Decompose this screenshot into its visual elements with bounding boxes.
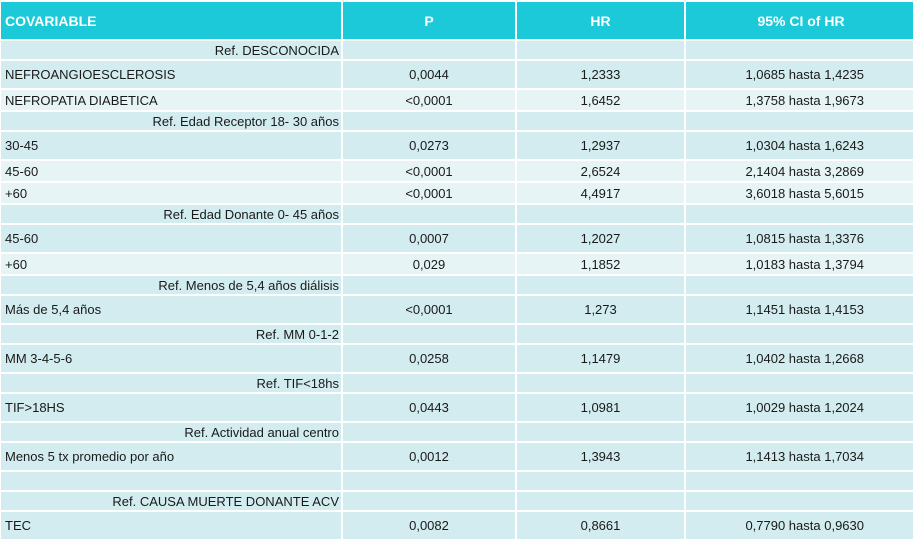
- empty-cell: [517, 472, 684, 490]
- p-cell: [343, 492, 515, 510]
- p-value-cell: <0,0001: [343, 296, 515, 323]
- covariable-cell: +60: [1, 183, 341, 203]
- reference-label: Ref. Edad Receptor 18- 30 años: [1, 112, 341, 130]
- table-row: [1, 394, 913, 421]
- ci-cell: [686, 374, 913, 392]
- table-row: [1, 254, 913, 274]
- p-cell: [343, 325, 515, 343]
- p-value-cell: 0,0082: [343, 512, 515, 539]
- p-cell: [343, 276, 515, 294]
- p-value-cell: 0,0007: [343, 225, 515, 252]
- hr-cell: [517, 112, 684, 130]
- table-row: [1, 512, 913, 539]
- reference-row: [1, 276, 913, 294]
- confidence-interval-cell: 1,1413 hasta 1,7034: [686, 443, 913, 470]
- reference-label: Ref. CAUSA MUERTE DONANTE ACV: [1, 492, 341, 510]
- empty-cell: [686, 472, 913, 490]
- table-row: [1, 61, 913, 88]
- reference-row: [1, 205, 913, 223]
- covariable-cell: 45-60: [1, 161, 341, 181]
- reference-label: Ref. Actividad anual centro: [1, 423, 341, 441]
- covariable-cell: NEFROPATIA DIABETICA: [1, 90, 341, 110]
- covariable-cell: Más de 5,4 años: [1, 296, 341, 323]
- p-value-cell: 0,0044: [343, 61, 515, 88]
- confidence-interval-cell: 0,7790 hasta 0,9630: [686, 512, 913, 539]
- table-row: [1, 296, 913, 323]
- confidence-interval-cell: 1,3758 hasta 1,9673: [686, 90, 913, 110]
- covariable-cell: 45-60: [1, 225, 341, 252]
- header-row: [1, 2, 913, 39]
- hazard-ratio-cell: 1,3943: [517, 443, 684, 470]
- p-value-cell: 0,0443: [343, 394, 515, 421]
- reference-row: [1, 492, 913, 510]
- hazard-ratio-cell: 4,4917: [517, 183, 684, 203]
- hr-cell: [517, 41, 684, 59]
- hazard-ratio-cell: 0,8661: [517, 512, 684, 539]
- table-row: [1, 225, 913, 252]
- blank-row: [1, 472, 913, 490]
- reference-label: Ref. DESCONOCIDA: [1, 41, 341, 59]
- p-value-cell: 0,0273: [343, 132, 515, 159]
- p-cell: [343, 205, 515, 223]
- hr-cell: [517, 492, 684, 510]
- p-value-cell: <0,0001: [343, 183, 515, 203]
- reference-row: [1, 112, 913, 130]
- ci-cell: [686, 423, 913, 441]
- covariable-cell: 30-45: [1, 132, 341, 159]
- confidence-interval-cell: 1,0815 hasta 1,3376: [686, 225, 913, 252]
- hazard-ratio-cell: 1,6452: [517, 90, 684, 110]
- table-row: [1, 183, 913, 203]
- covariable-cell: +60: [1, 254, 341, 274]
- ci-cell: [686, 276, 913, 294]
- reference-label: Ref. Menos de 5,4 años diálisis: [1, 276, 341, 294]
- hr-cell: [517, 325, 684, 343]
- table-header: [1, 2, 913, 39]
- p-value-cell: 0,0258: [343, 345, 515, 372]
- p-cell: [343, 112, 515, 130]
- ci-cell: [686, 112, 913, 130]
- header-ci: 95% CI of HR: [686, 2, 913, 39]
- reference-label: Ref. TIF<18hs: [1, 374, 341, 392]
- confidence-interval-cell: 1,0183 hasta 1,3794: [686, 254, 913, 274]
- hr-cell: [517, 374, 684, 392]
- hazard-ratio-cell: 1,2937: [517, 132, 684, 159]
- hazard-ratio-cell: 2,6524: [517, 161, 684, 181]
- reference-row: [1, 423, 913, 441]
- header-covariable: COVARIABLE: [1, 2, 341, 39]
- covariable-cell: NEFROANGIOESCLEROSIS: [1, 61, 341, 88]
- p-value-cell: <0,0001: [343, 161, 515, 181]
- covariable-cell: Menos 5 tx promedio por año: [1, 443, 341, 470]
- p-value-cell: 0,029: [343, 254, 515, 274]
- p-cell: [343, 41, 515, 59]
- reference-row: [1, 41, 913, 59]
- empty-cell: [1, 472, 341, 490]
- empty-cell: [343, 472, 515, 490]
- reference-row: [1, 374, 913, 392]
- hr-cell: [517, 205, 684, 223]
- table-body: [1, 41, 913, 539]
- reference-row: [1, 325, 913, 343]
- p-value-cell: <0,0001: [343, 90, 515, 110]
- confidence-interval-cell: 1,0029 hasta 1,2024: [686, 394, 913, 421]
- hr-cell: [517, 276, 684, 294]
- hazard-ratio-cell: 1,1852: [517, 254, 684, 274]
- confidence-interval-cell: 1,0402 hasta 1,2668: [686, 345, 913, 372]
- confidence-interval-cell: 2,1404 hasta 3,2869: [686, 161, 913, 181]
- hazard-ratio-cell: 1,1479: [517, 345, 684, 372]
- p-value-cell: 0,0012: [343, 443, 515, 470]
- ci-cell: [686, 492, 913, 510]
- confidence-interval-cell: 1,0304 hasta 1,6243: [686, 132, 913, 159]
- ci-cell: [686, 325, 913, 343]
- confidence-interval-cell: 3,6018 hasta 5,6015: [686, 183, 913, 203]
- ci-cell: [686, 205, 913, 223]
- table-row: [1, 90, 913, 110]
- hazard-ratio-cell: 1,273: [517, 296, 684, 323]
- hr-cell: [517, 423, 684, 441]
- header-hr: HR: [517, 2, 684, 39]
- confidence-interval-cell: 1,0685 hasta 1,4235: [686, 61, 913, 88]
- table-row: [1, 345, 913, 372]
- confidence-interval-cell: 1,1451 hasta 1,4153: [686, 296, 913, 323]
- header-p: P: [343, 2, 515, 39]
- reference-label: Ref. Edad Donante 0- 45 años: [1, 205, 341, 223]
- reference-label: Ref. MM 0-1-2: [1, 325, 341, 343]
- covariable-cell: TEC: [1, 512, 341, 539]
- hazard-ratio-cell: 1,0981: [517, 394, 684, 421]
- covariable-cell: MM 3-4-5-6: [1, 345, 341, 372]
- hazard-ratio-cell: 1,2027: [517, 225, 684, 252]
- hazard-ratio-cell: 1,2333: [517, 61, 684, 88]
- covariable-cell: TIF>18HS: [1, 394, 341, 421]
- table-row: [1, 443, 913, 470]
- table-row: [1, 132, 913, 159]
- ci-cell: [686, 41, 913, 59]
- p-cell: [343, 374, 515, 392]
- table-row: [1, 161, 913, 181]
- p-cell: [343, 423, 515, 441]
